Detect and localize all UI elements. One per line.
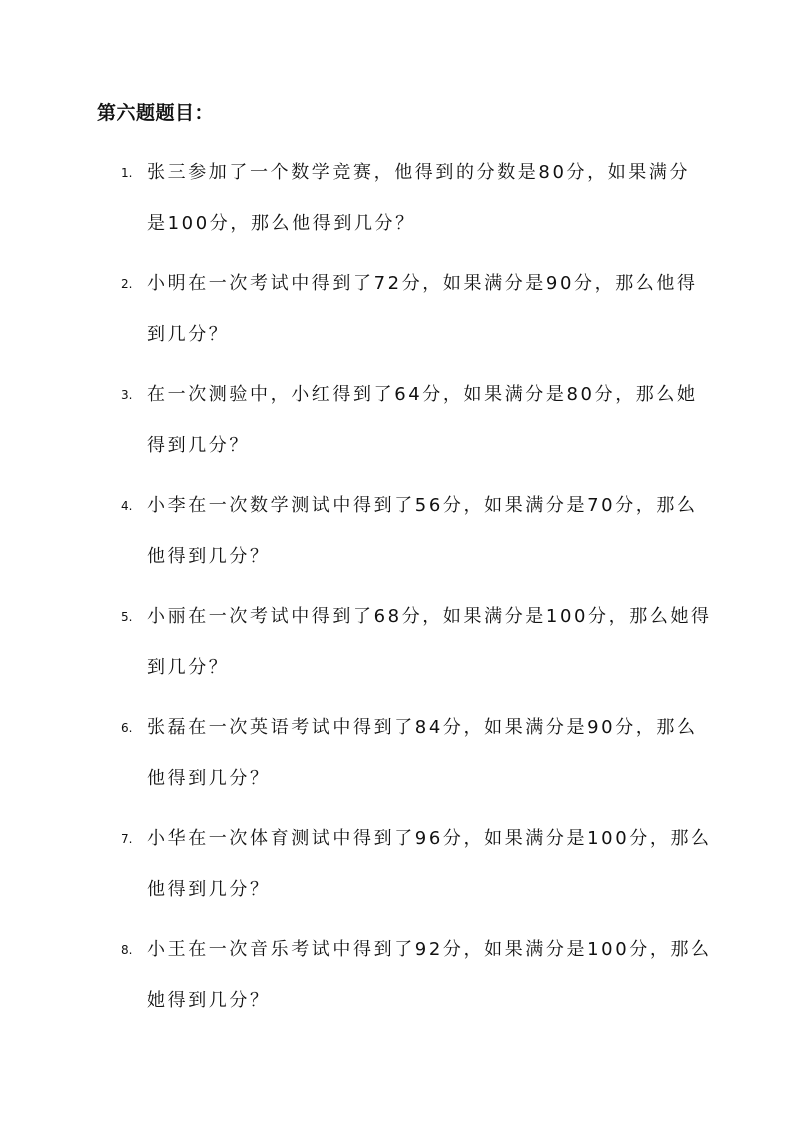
question-text-line-1: 小明在一次考试中得到了72分，如果满分是90分，那么他得 bbox=[147, 273, 698, 294]
section-heading: 第六题题目： bbox=[97, 102, 215, 124]
question-number: 7. bbox=[121, 832, 133, 846]
question-item bbox=[0, 826, 800, 926]
question-item bbox=[0, 160, 800, 260]
question-text-line-2: 到几分？ bbox=[147, 324, 230, 345]
question-item bbox=[0, 382, 800, 482]
question-item bbox=[0, 604, 800, 704]
question-text-line-2: 他得到几分？ bbox=[147, 879, 271, 900]
question-item bbox=[0, 493, 800, 593]
question-text-line-2: 他得到几分？ bbox=[147, 546, 271, 567]
question-text-line-1: 小丽在一次考试中得到了68分，如果满分是100分，那么她得 bbox=[147, 606, 712, 627]
question-number: 5. bbox=[121, 610, 133, 624]
question-text-line-1: 张三参加了一个数学竞赛，他得到的分数是80分，如果满分 bbox=[147, 162, 691, 183]
question-text-line-2: 是100分，那么他得到几分？ bbox=[147, 213, 416, 234]
question-item bbox=[0, 937, 800, 1037]
question-text-line-1: 小李在一次数学测试中得到了56分，如果满分是70分，那么 bbox=[147, 495, 698, 516]
question-number: 2. bbox=[121, 277, 133, 291]
question-text-line-2: 得到几分？ bbox=[147, 435, 250, 456]
question-text-line-2: 他得到几分？ bbox=[147, 768, 271, 789]
question-number: 6. bbox=[121, 721, 133, 735]
question-text-line-1: 小王在一次音乐考试中得到了92分，如果满分是100分，那么 bbox=[147, 939, 712, 960]
question-text-line-2: 她得到几分？ bbox=[147, 990, 271, 1011]
question-text-line-2: 到几分？ bbox=[147, 657, 230, 678]
question-number: 1. bbox=[121, 166, 133, 180]
question-number: 8. bbox=[121, 943, 133, 957]
question-text-line-1: 小华在一次体育测试中得到了96分，如果满分是100分，那么 bbox=[147, 828, 712, 849]
question-number: 4. bbox=[121, 499, 133, 513]
question-item bbox=[0, 715, 800, 815]
question-text-line-1: 张磊在一次英语考试中得到了84分，如果满分是90分，那么 bbox=[147, 717, 698, 738]
question-text-line-1: 在一次测验中，小红得到了64分，如果满分是80分，那么她 bbox=[147, 384, 698, 405]
question-number: 3. bbox=[121, 388, 133, 402]
question-item bbox=[0, 271, 800, 371]
